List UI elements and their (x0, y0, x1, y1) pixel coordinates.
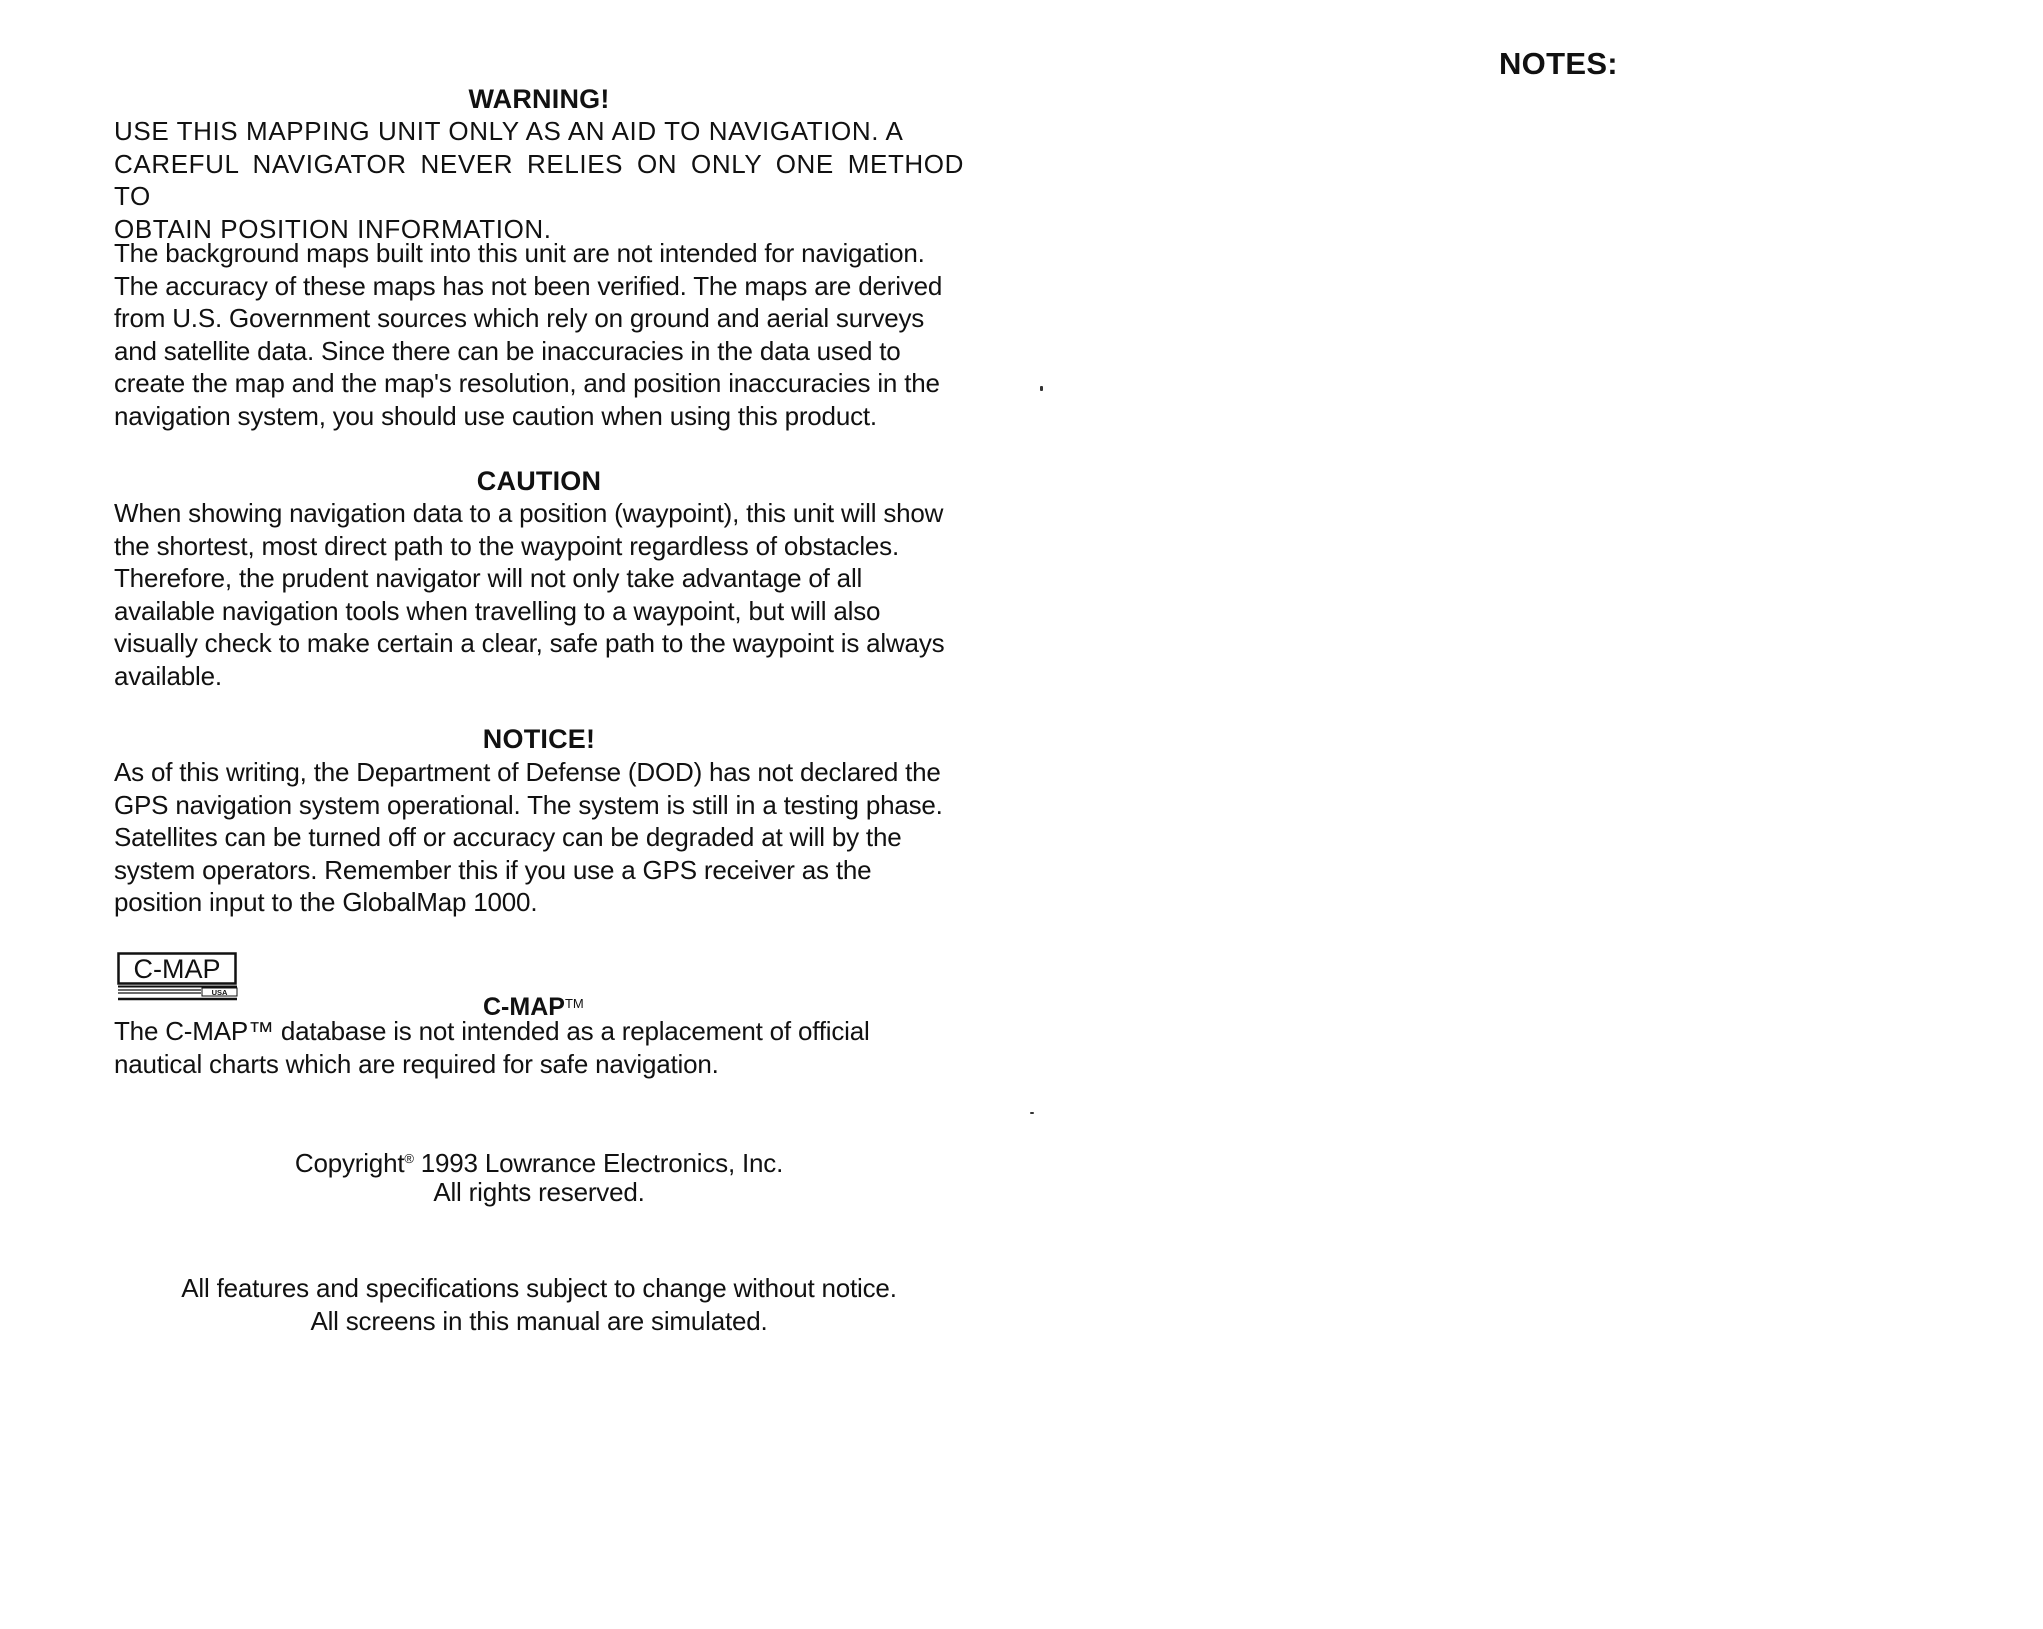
rights-reserved: All rights reserved. (433, 1177, 645, 1207)
paragraph-line: Therefore, the prudent navigator will not only take advantage of all (114, 563, 863, 593)
paragraph-line: When showing navigation data to a position (waypoint), this unit will show (114, 498, 944, 528)
warning-heading: WARNING! (468, 84, 610, 114)
paragraph-line: The accuracy of these maps has not been verified. The maps are derived (114, 270, 943, 301)
paragraph-line: the shortest, most direct path to the waypoint regardless of obstacles. (114, 530, 899, 561)
cmap-logo (117, 952, 238, 1003)
paragraph-line: position input to the GlobalMap 1000. (114, 887, 538, 917)
paragraph-line: GPS navigation system operational. The system is still in a testing phase. (114, 789, 943, 820)
cmap-paragraph (114, 1015, 964, 1080)
trademark-mark: TM (564, 996, 584, 1011)
registered-mark: ® (404, 1151, 414, 1166)
copyright-line (114, 1143, 964, 1180)
left-page (0, 0, 1021, 1629)
caution-paragraph (114, 497, 964, 692)
paragraph-line: from U.S. Government sources which rely on ground and aerial surveys (114, 303, 925, 333)
specifications-disclaimer: All features and specifications subject to change without notice. (181, 1273, 897, 1303)
background-maps-paragraph (114, 237, 964, 432)
paragraph-line: The background maps built into this unit are not intended for navigation. (114, 238, 925, 268)
notes-heading: NOTES: (1499, 46, 1618, 81)
notice-heading: NOTICE! (482, 724, 596, 754)
cmap-heading-text: C-MAP (483, 993, 565, 1021)
warning-text (114, 115, 964, 245)
screens-disclaimer: All screens in this manual are simulated. (310, 1306, 768, 1336)
paragraph-line: available. (114, 660, 222, 691)
paragraph-line: nautical charts which are required for safe navigation. (114, 1048, 719, 1079)
paragraph-line: and satellite data. Since there can be inaccuracies in the data used to (114, 335, 901, 366)
warning-line: OBTAIN POSITION INFORMATION. (114, 213, 552, 244)
paragraph-line: available navigation tools when travelling to a waypoint, but will also (114, 595, 881, 626)
cmap-logo-subtext: USA (211, 988, 228, 997)
paragraph-line: navigation system, you should use caution when using this product. (114, 400, 877, 431)
copyright-holder: 1993 Lowrance Electronics, Inc. (413, 1148, 784, 1178)
paragraph-line: create the map and the map's resolution, and position inaccuracies in the (114, 368, 940, 398)
notice-paragraph (114, 756, 964, 919)
copyright-word: Copyright (294, 1148, 405, 1178)
cmap-logo-text: C-MAP (133, 954, 221, 984)
warning-line: CAREFUL NAVIGATOR NEVER RELIES ON ONLY ONE METHOD TO (114, 148, 964, 211)
right-page (1021, 0, 2043, 1629)
paragraph-line: system operators. Remember this if you use a GPS receiver as the (114, 854, 872, 885)
warning-line: USE THIS MAPPING UNIT ONLY AS AN AID TO NAVIGATION. A (114, 116, 904, 146)
caution-heading: CAUTION (476, 466, 602, 496)
paragraph-line: The C-MAP™ database is not intended as a replacement of official (114, 1016, 870, 1046)
paragraph-line: Satellites can be turned off or accuracy can be degraded at will by the (114, 822, 902, 852)
paragraph-line: As of this writing, the Department of Defense (DOD) has not declared the (114, 757, 941, 787)
paragraph-line: visually check to make certain a clear, safe path to the waypoint is always (114, 628, 945, 658)
